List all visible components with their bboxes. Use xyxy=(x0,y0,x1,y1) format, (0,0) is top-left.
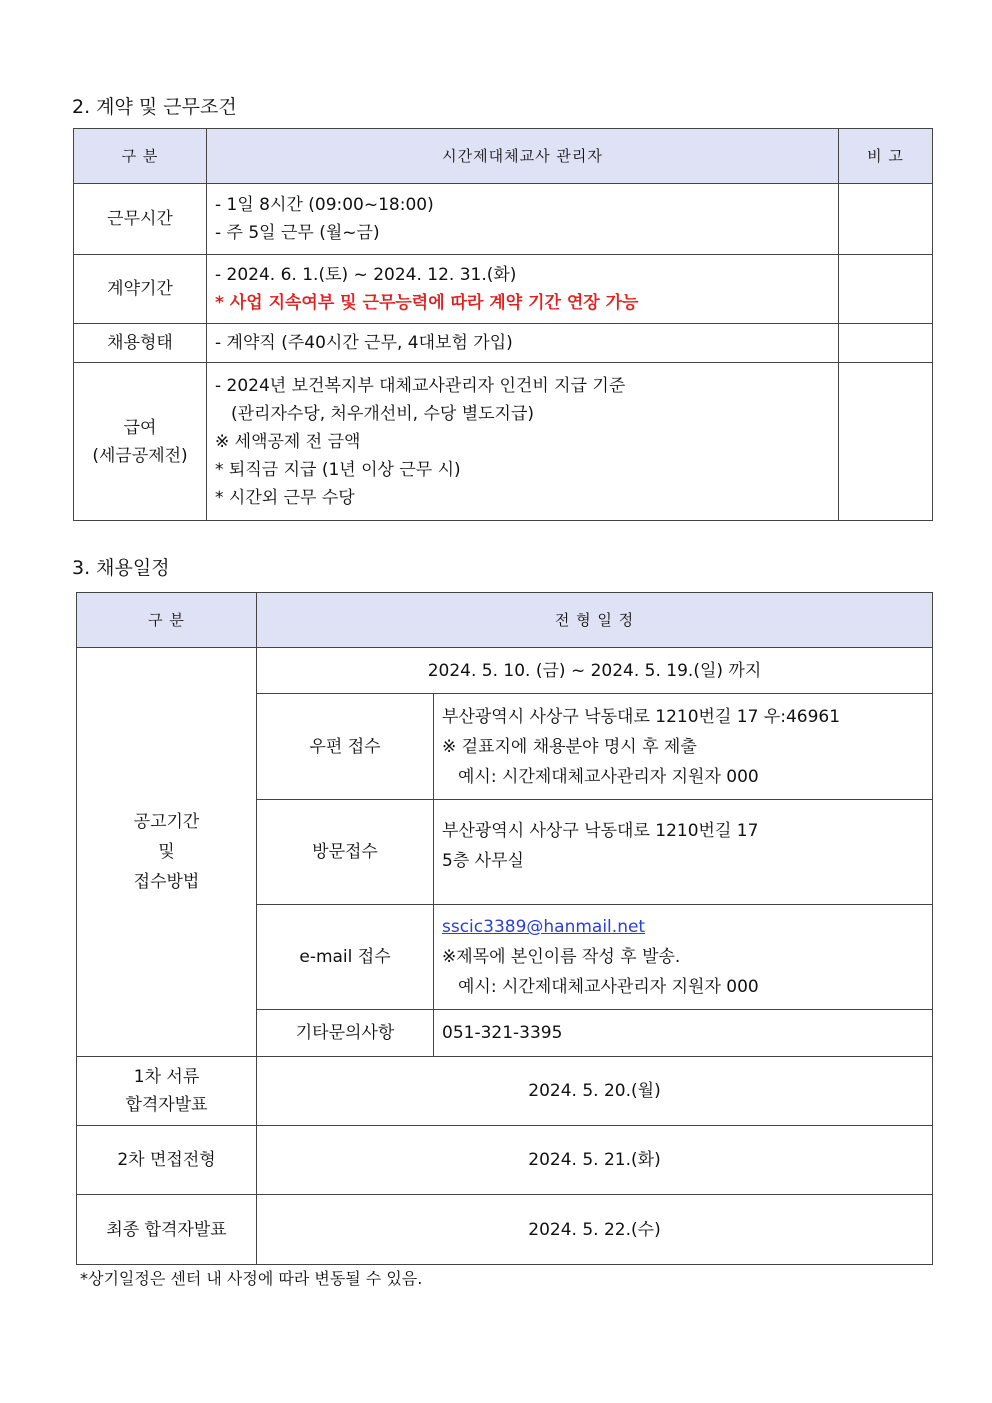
stage-label: 2차 면접전형 xyxy=(77,1126,257,1195)
method-line: 예시: 시간제대체교사관리자 지원자 000 xyxy=(458,766,759,787)
recruitment-schedule-table xyxy=(76,592,933,1265)
stage-date: 2024. 5. 22.(수) xyxy=(257,1195,933,1265)
schedule-change-note: *상기일정은 센터 내 사정에 따라 변동될 수 있음. xyxy=(80,1269,423,1288)
row-label: 근무시간 xyxy=(74,184,207,255)
method-name: 우편 접수 xyxy=(257,694,434,800)
contract-extension-note: * 사업 지속여부 및 근무능력에 따라 계약 기간 연장 가능 xyxy=(215,293,639,313)
remarks-cell xyxy=(839,255,933,324)
method-line: ※ 겉표지에 채용분야 명시 후 제출 xyxy=(442,736,697,757)
header-remarks: 비 고 xyxy=(839,129,933,184)
row-label: 채용형태 xyxy=(74,324,207,363)
remarks-cell xyxy=(839,363,933,521)
row-label-sub: (세금공제전) xyxy=(92,445,188,466)
cell-line: - 2024년 보건복지부 대체교사관리자 인건비 지급 기준 xyxy=(215,375,626,396)
table-row xyxy=(77,1195,933,1265)
section-3-title: 3. 채용일정 xyxy=(72,557,170,579)
cell-line: (관리자수당, 처우개선비, 수당 별도지급) xyxy=(231,403,535,424)
announce-label: 접수방법 xyxy=(133,872,200,892)
row-label: 급여 xyxy=(123,417,157,438)
method-line: ※제목에 본인이름 작성 후 발송. xyxy=(442,947,681,967)
stage-label: 최종 합격자발표 xyxy=(77,1195,257,1265)
stage-date: 2024. 5. 21.(화) xyxy=(257,1126,933,1195)
announce-period: 2024. 5. 10. (금) ~ 2024. 5. 19.(일) 까지 xyxy=(257,648,933,694)
cell-line: - 주 5일 근무 (월~금) xyxy=(215,223,380,243)
section-2-title: 2. 계약 및 근무조건 xyxy=(72,96,237,118)
table-row xyxy=(77,1126,933,1195)
remarks-cell xyxy=(839,184,933,255)
contact-phone: 051-321-3395 xyxy=(434,1010,933,1057)
method-line: 부산광역시 사상구 낙동대로 1210번길 17 우:46961 xyxy=(442,706,841,727)
method-name: 방문접수 xyxy=(257,800,434,905)
email-link[interactable]: sscic3389@hanmail.net xyxy=(442,917,646,937)
announce-label: 공고기간 xyxy=(133,812,200,832)
cell-line: - 2024. 6. 1.(토) ~ 2024. 12. 31.(화) xyxy=(215,265,517,285)
cell-line: - 1일 8시간 (09:00~18:00) xyxy=(215,195,434,215)
announce-label: 및 xyxy=(158,842,175,862)
table-row xyxy=(77,648,933,694)
method-name: e-mail 접수 xyxy=(257,905,434,1010)
contract-conditions-table xyxy=(73,128,933,521)
header-category: 구 분 xyxy=(77,593,257,648)
table-row xyxy=(74,363,933,521)
method-line: 예시: 시간제대체교사관리자 지원자 000 xyxy=(458,977,759,997)
method-name: 기타문의사항 xyxy=(257,1010,434,1057)
header-position: 시간제대체교사 관리자 xyxy=(207,129,839,184)
method-line: 5층 사무실 xyxy=(442,851,524,871)
header-category: 구 분 xyxy=(74,129,207,184)
table-row xyxy=(77,1057,933,1126)
header-schedule: 전 형 일 정 xyxy=(257,593,933,648)
row-label: 계약기간 xyxy=(74,255,207,324)
remarks-cell xyxy=(839,324,933,363)
cell-line: ※ 세액공제 전 금액 xyxy=(215,431,361,452)
method-line: 부산광역시 사상구 낙동대로 1210번길 17 xyxy=(442,821,759,841)
stage-date: 2024. 5. 20.(월) xyxy=(257,1057,933,1126)
cell-line: * 시간외 근무 수당 xyxy=(215,487,355,508)
table-row xyxy=(74,255,933,324)
stage-label: 1차 서류 xyxy=(133,1067,200,1087)
cell-line: * 퇴직금 지급 (1년 이상 근무 시) xyxy=(215,459,461,480)
table-row xyxy=(74,324,933,363)
cell-line: - 계약직 (주40시간 근무, 4대보험 가입) xyxy=(215,333,513,353)
table-row xyxy=(74,184,933,255)
stage-label: 합격자발표 xyxy=(125,1095,208,1115)
